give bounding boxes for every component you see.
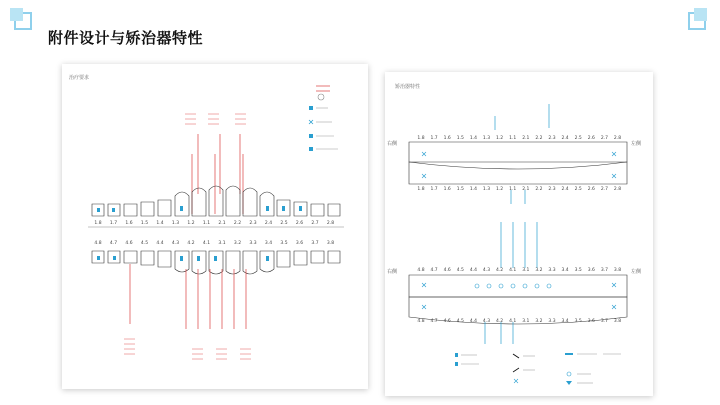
tooth-number-label: 3.2 [233, 241, 242, 246]
upper-aligner-outline [409, 142, 627, 184]
tooth-number-label: 3.3 [249, 241, 257, 246]
tooth-number-label: 4.8 [417, 268, 425, 273]
tooth-number-label: 1.6 [125, 221, 133, 226]
tooth-number-label: 1.7 [430, 136, 438, 141]
tooth-number-label: 4.3 [482, 319, 491, 324]
tooth-number-label: 2.6 [587, 136, 595, 141]
page-title: 附件设计与矫治器特性 [48, 29, 204, 47]
tooth-number-label: 1.8 [94, 221, 102, 226]
side-label-lower-left-side: 左侧 [631, 269, 642, 275]
upper-movement-lines [192, 134, 243, 214]
tooth-number-label: 2.7 [600, 136, 608, 141]
tooth-number-label: 4.2 [496, 268, 504, 273]
tooth-number-label: 1.2 [187, 221, 195, 226]
tooth-number-label: 3.6 [295, 241, 304, 246]
tooth-number-label: 2.4 [561, 187, 569, 192]
chart-legend [309, 86, 338, 151]
tooth-number-label: 3.1 [218, 241, 226, 246]
tooth-number-label: 1.1 [202, 221, 211, 226]
tooth-number-label: 4.5 [456, 268, 464, 273]
tooth-number-label: 4.2 [496, 319, 504, 324]
tooth-number-label: 2.6 [587, 187, 595, 192]
tooth-number-label: 1.8 [417, 187, 425, 192]
side-label-lower-right-side: 右侧 [387, 269, 398, 275]
tooth-number-label: 4.5 [140, 241, 149, 246]
panel-label: 治疗要求 [69, 75, 90, 81]
tooth-number-label: 4.5 [456, 319, 464, 324]
appliance-characteristics-chart [385, 72, 653, 396]
tooth-number-label: 2.7 [600, 187, 608, 192]
tooth-number-label: 3.2 [535, 319, 543, 324]
tooth-number-label: 4.1 [509, 268, 517, 273]
tooth-number-label: 4.3 [482, 268, 491, 273]
tooth-number-label: 1.4 [469, 187, 477, 192]
tooth-number-label: 2.4 [561, 136, 569, 141]
tooth-number-label: 3.5 [280, 241, 288, 246]
tooth-number-label: 3.7 [600, 268, 608, 273]
tooth-number-label: 1.6 [443, 187, 451, 192]
lower-circle-attachments [475, 284, 551, 288]
tooth-number-label: 2.1 [522, 136, 530, 141]
corner-decoration-top-right [688, 8, 710, 30]
tooth-number-label: 3.7 [600, 319, 608, 324]
chart-legend [455, 353, 621, 385]
tooth-number-label: 2.6 [295, 221, 304, 226]
panel-label: 矫治器特性 [395, 84, 421, 90]
upper-precision-markers [422, 152, 616, 178]
tooth-number-label: 2.7 [311, 221, 319, 226]
tooth-number-label: 4.6 [443, 268, 451, 273]
appliance-chart-graphic [385, 72, 653, 396]
tooth-number-label: 1.5 [456, 187, 464, 192]
tooth-number-label: 3.5 [574, 319, 582, 324]
tooth-number-label: 2.3 [548, 187, 556, 192]
tooth-number-label: 2.8 [613, 187, 622, 192]
tooth-number-label: 2.5 [574, 187, 582, 192]
tooth-number-label: 1.2 [496, 136, 504, 141]
tooth-number-label: 3.6 [587, 319, 595, 324]
side-label-upper-right-side: 右侧 [387, 141, 398, 147]
tooth-number-label: 4.1 [509, 319, 517, 324]
upper-tick-marks [185, 114, 246, 124]
tooth-number-label: 2.5 [574, 136, 582, 141]
tooth-number-label: 1.1 [509, 187, 517, 192]
tooth-number-label: 4.7 [109, 241, 118, 246]
tooth-number-label: 4.4 [469, 319, 477, 324]
tooth-number-label: 1.1 [509, 136, 517, 141]
lower-aligner-outline [409, 275, 627, 324]
tooth-number-label: 4.7 [430, 268, 438, 273]
tooth-number-label: 4.1 [202, 241, 211, 246]
side-label-upper-left-side: 左侧 [631, 141, 642, 147]
tooth-number-label: 3.7 [311, 241, 319, 246]
lower-tooth-row [92, 251, 340, 274]
tooth-number-label: 1.2 [496, 187, 504, 192]
tooth-number-label: 3.2 [535, 268, 543, 273]
tooth-number-label: 3.1 [522, 268, 530, 273]
tooth-number-label: 1.3 [482, 136, 491, 141]
tooth-number-label: 3.8 [326, 241, 335, 246]
tooth-number-label: 4.4 [469, 268, 477, 273]
tooth-number-label: 2.8 [326, 221, 335, 226]
tooth-number-label: 2.8 [613, 136, 622, 141]
lower-precision-markers [422, 283, 616, 309]
tooth-number-label: 1.4 [469, 136, 477, 141]
tooth-number-label: 3.5 [574, 268, 582, 273]
tooth-number-label: 3.4 [264, 241, 273, 246]
tooth-number-label: 2.2 [233, 221, 242, 226]
tooth-number-label: 1.7 [430, 187, 438, 192]
tooth-number-label: 3.3 [548, 319, 556, 324]
tooth-number-label: 4.4 [156, 241, 164, 246]
tooth-number-label: 3.3 [548, 268, 556, 273]
tooth-number-label: 3.4 [561, 319, 569, 324]
tooth-number-label: 4.2 [187, 241, 195, 246]
tooth-number-label: 1.8 [417, 136, 425, 141]
tooth-number-label: 1.5 [140, 221, 149, 226]
upper-attachments [97, 206, 302, 212]
tooth-number-label: 2.5 [280, 221, 288, 226]
tooth-number-label: 2.3 [548, 136, 556, 141]
tooth-number-label: 1.7 [109, 221, 118, 226]
tooth-number-label: 1.5 [456, 136, 464, 141]
tooth-number-label: 2.2 [535, 187, 543, 192]
upper-tooth-row [92, 186, 340, 216]
tooth-number-label: 4.8 [417, 319, 425, 324]
tooth-number-label: 3.6 [587, 268, 595, 273]
tooth-number-label: 4.8 [94, 241, 102, 246]
tooth-number-label: 2.1 [218, 221, 226, 226]
tooth-number-label: 1.6 [443, 136, 451, 141]
tooth-number-label: 1.3 [482, 187, 491, 192]
tooth-number-label: 2.4 [264, 221, 273, 226]
tooth-number-label: 2.2 [535, 136, 543, 141]
tooth-number-label: 1.3 [171, 221, 180, 226]
tooth-number-label: 1.4 [156, 221, 164, 226]
tooth-number-label: 4.6 [125, 241, 133, 246]
tooth-number-label: 2.1 [522, 187, 530, 192]
tooth-number-label: 3.4 [561, 268, 569, 273]
tooth-number-label: 4.7 [430, 319, 438, 324]
lower-movement-lines [130, 264, 246, 329]
lower-tick-marks [124, 339, 251, 359]
tooth-number-label: 4.3 [171, 241, 180, 246]
treatment-requirements-chart [62, 64, 368, 389]
tooth-number-label: 3.8 [613, 319, 622, 324]
treatment-chart-graphic [62, 64, 368, 389]
tooth-number-label: 2.3 [249, 221, 257, 226]
tooth-number-label: 3.1 [522, 319, 530, 324]
tooth-number-label: 3.8 [613, 268, 622, 273]
corner-decoration-top-left [10, 8, 32, 30]
tooth-number-label: 4.6 [443, 319, 451, 324]
lower-attachment-leaders [482, 222, 537, 344]
